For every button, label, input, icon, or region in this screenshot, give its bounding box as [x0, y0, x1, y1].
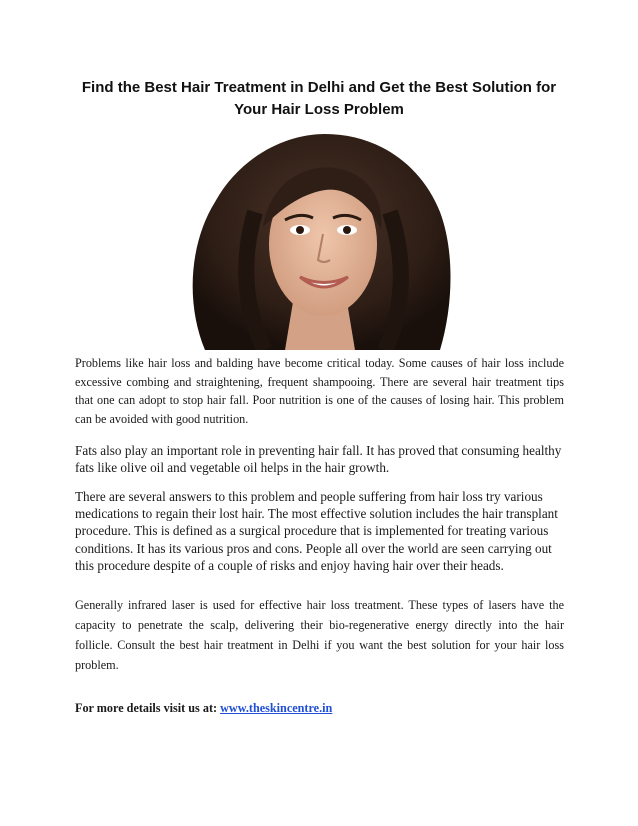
- footer-contact-line: [75, 700, 564, 716]
- paragraph-laser-treatment: Generally infrared laser is used for effective hair loss treatment. These types of lasers have the capacity to penetrate the scalp, delivering their bio-regenerative energy directly into the hair follicle. Consult the best hair treatment in Delhi if you want the best solution for your hair loss problem.: [75, 598, 564, 672]
- portrait-illustration: [185, 132, 455, 350]
- document-title: Find the Best Hair Treatment in Delhi and Get the Best Solution for Your Hair Loss Problem: [81, 79, 557, 118]
- paragraph-hair-loss-causes: Problems like hair loss and balding have become critical today. Some causes of hair loss include excessive combing and straightening, frequent shampooing. There are several hair treatment tips that one can adopt to stop hair fall. Poor nutrition is one of the causes of losing hair. This problem can be avoided with good nutrition.: [75, 356, 564, 426]
- website-link[interactable]: www.theskincentre.in: [220, 701, 333, 715]
- woman-portrait-photo: [185, 132, 455, 350]
- paragraph-healthy-fats: Fats also play an important role in preventing hair fall. It has proved that consuming healthy fats like olive oil and vegetable oil helps in the hair growth.: [75, 443, 562, 475]
- footer-label: For more details visit us at:: [75, 701, 221, 715]
- paragraph-hair-transplant: There are several answers to this problem and people suffering from hair loss try various medications to regain their lost hair. The most effective solution includes the hair transplant procedure. This is defined as a surgical procedure that is implemented for treating various conditions. It has its various pros and cons. People all over the world are seen carrying out this procedure despite of a couple of risks and enjoy having hair over their heads.: [75, 489, 558, 573]
